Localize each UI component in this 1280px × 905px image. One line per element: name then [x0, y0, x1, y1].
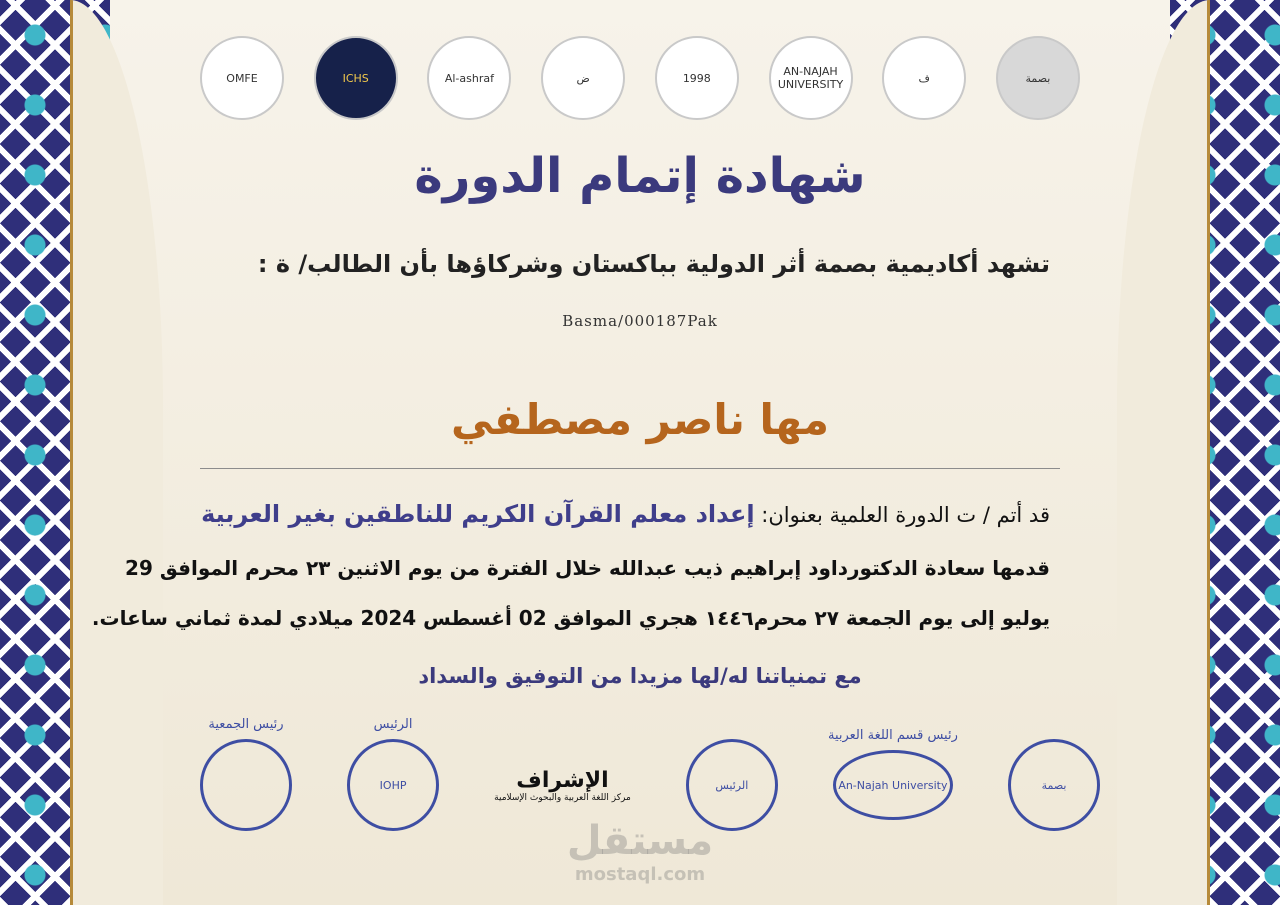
- alliance-logo: ض: [541, 36, 625, 120]
- watermark-ar: مستقل: [566, 818, 714, 864]
- ichs-logo: ICHS: [314, 36, 398, 120]
- watermark: [0, 818, 1280, 885]
- student-name: مها ناصر مصطفي: [450, 395, 830, 444]
- wish-text: مع تمنياتنا له/لها مزيدا من التوفيق والسداد: [418, 664, 862, 688]
- institute-logo: 1998: [655, 36, 739, 120]
- dept-label: رئيس قسم اللغة العربية: [827, 728, 958, 743]
- dept-signature: [827, 728, 958, 820]
- head-label: رئيس الجمعية: [208, 717, 284, 732]
- president-stamp: الرئيس: [686, 739, 778, 831]
- logo-row: [200, 36, 1080, 120]
- omfe-logo: OMFE: [200, 36, 284, 120]
- an-najah-logo: AN-NAJAH UNIVERSITY: [769, 36, 853, 120]
- purple-logo: ف: [882, 36, 966, 120]
- basma-logo: بصمة: [996, 36, 1080, 120]
- ishraf-name: الإشراف: [516, 767, 609, 793]
- instructor-line: قدمها سعادة الدكتورداود إبراهيم ذيب عبدالله خلال الفترة من يوم الاثنين ٢٣ محرم الموافق 29: [125, 556, 1050, 580]
- course-title: إعداد معلم القرآن الكريم للناطقين بغير العربية: [201, 500, 755, 528]
- watermark-en: mostaql.com: [574, 864, 706, 885]
- divider-line: [200, 468, 1060, 469]
- certificate-content: [91, 0, 1170, 905]
- course-prefix: قد أتم / ت الدورة العلمية بعنوان:: [761, 503, 1050, 527]
- intro-text: تشهد أكاديمية بصمة أثر الدولية بباكستان وشركاؤها بأن الطالب/ ة :: [257, 250, 1050, 278]
- najah-stamp: An-Najah University: [833, 750, 953, 820]
- course-line: [170, 500, 1050, 528]
- duration-line: يوليو إلى يوم الجمعة ٢٧ محرم١٤٤٦ هجري الموافق 02 أغسطس 2024 ميلادي لمدة ثماني ساعات.: [91, 606, 1050, 630]
- serial-number: Basma/000187Pak: [562, 312, 718, 330]
- certificate-title: شهادة إتمام الدورة: [414, 148, 866, 204]
- al-ashraf-logo: Al-ashraf: [427, 36, 511, 120]
- iohp-stamp: IOHP: [347, 739, 439, 831]
- basma-stamp: بصمة: [1008, 739, 1100, 831]
- ishraf-brand: [494, 768, 631, 803]
- ishraf-subtitle: مركز اللغة العربية والبحوث الإسلامية: [494, 792, 631, 803]
- president-label: الرئيس: [373, 717, 413, 732]
